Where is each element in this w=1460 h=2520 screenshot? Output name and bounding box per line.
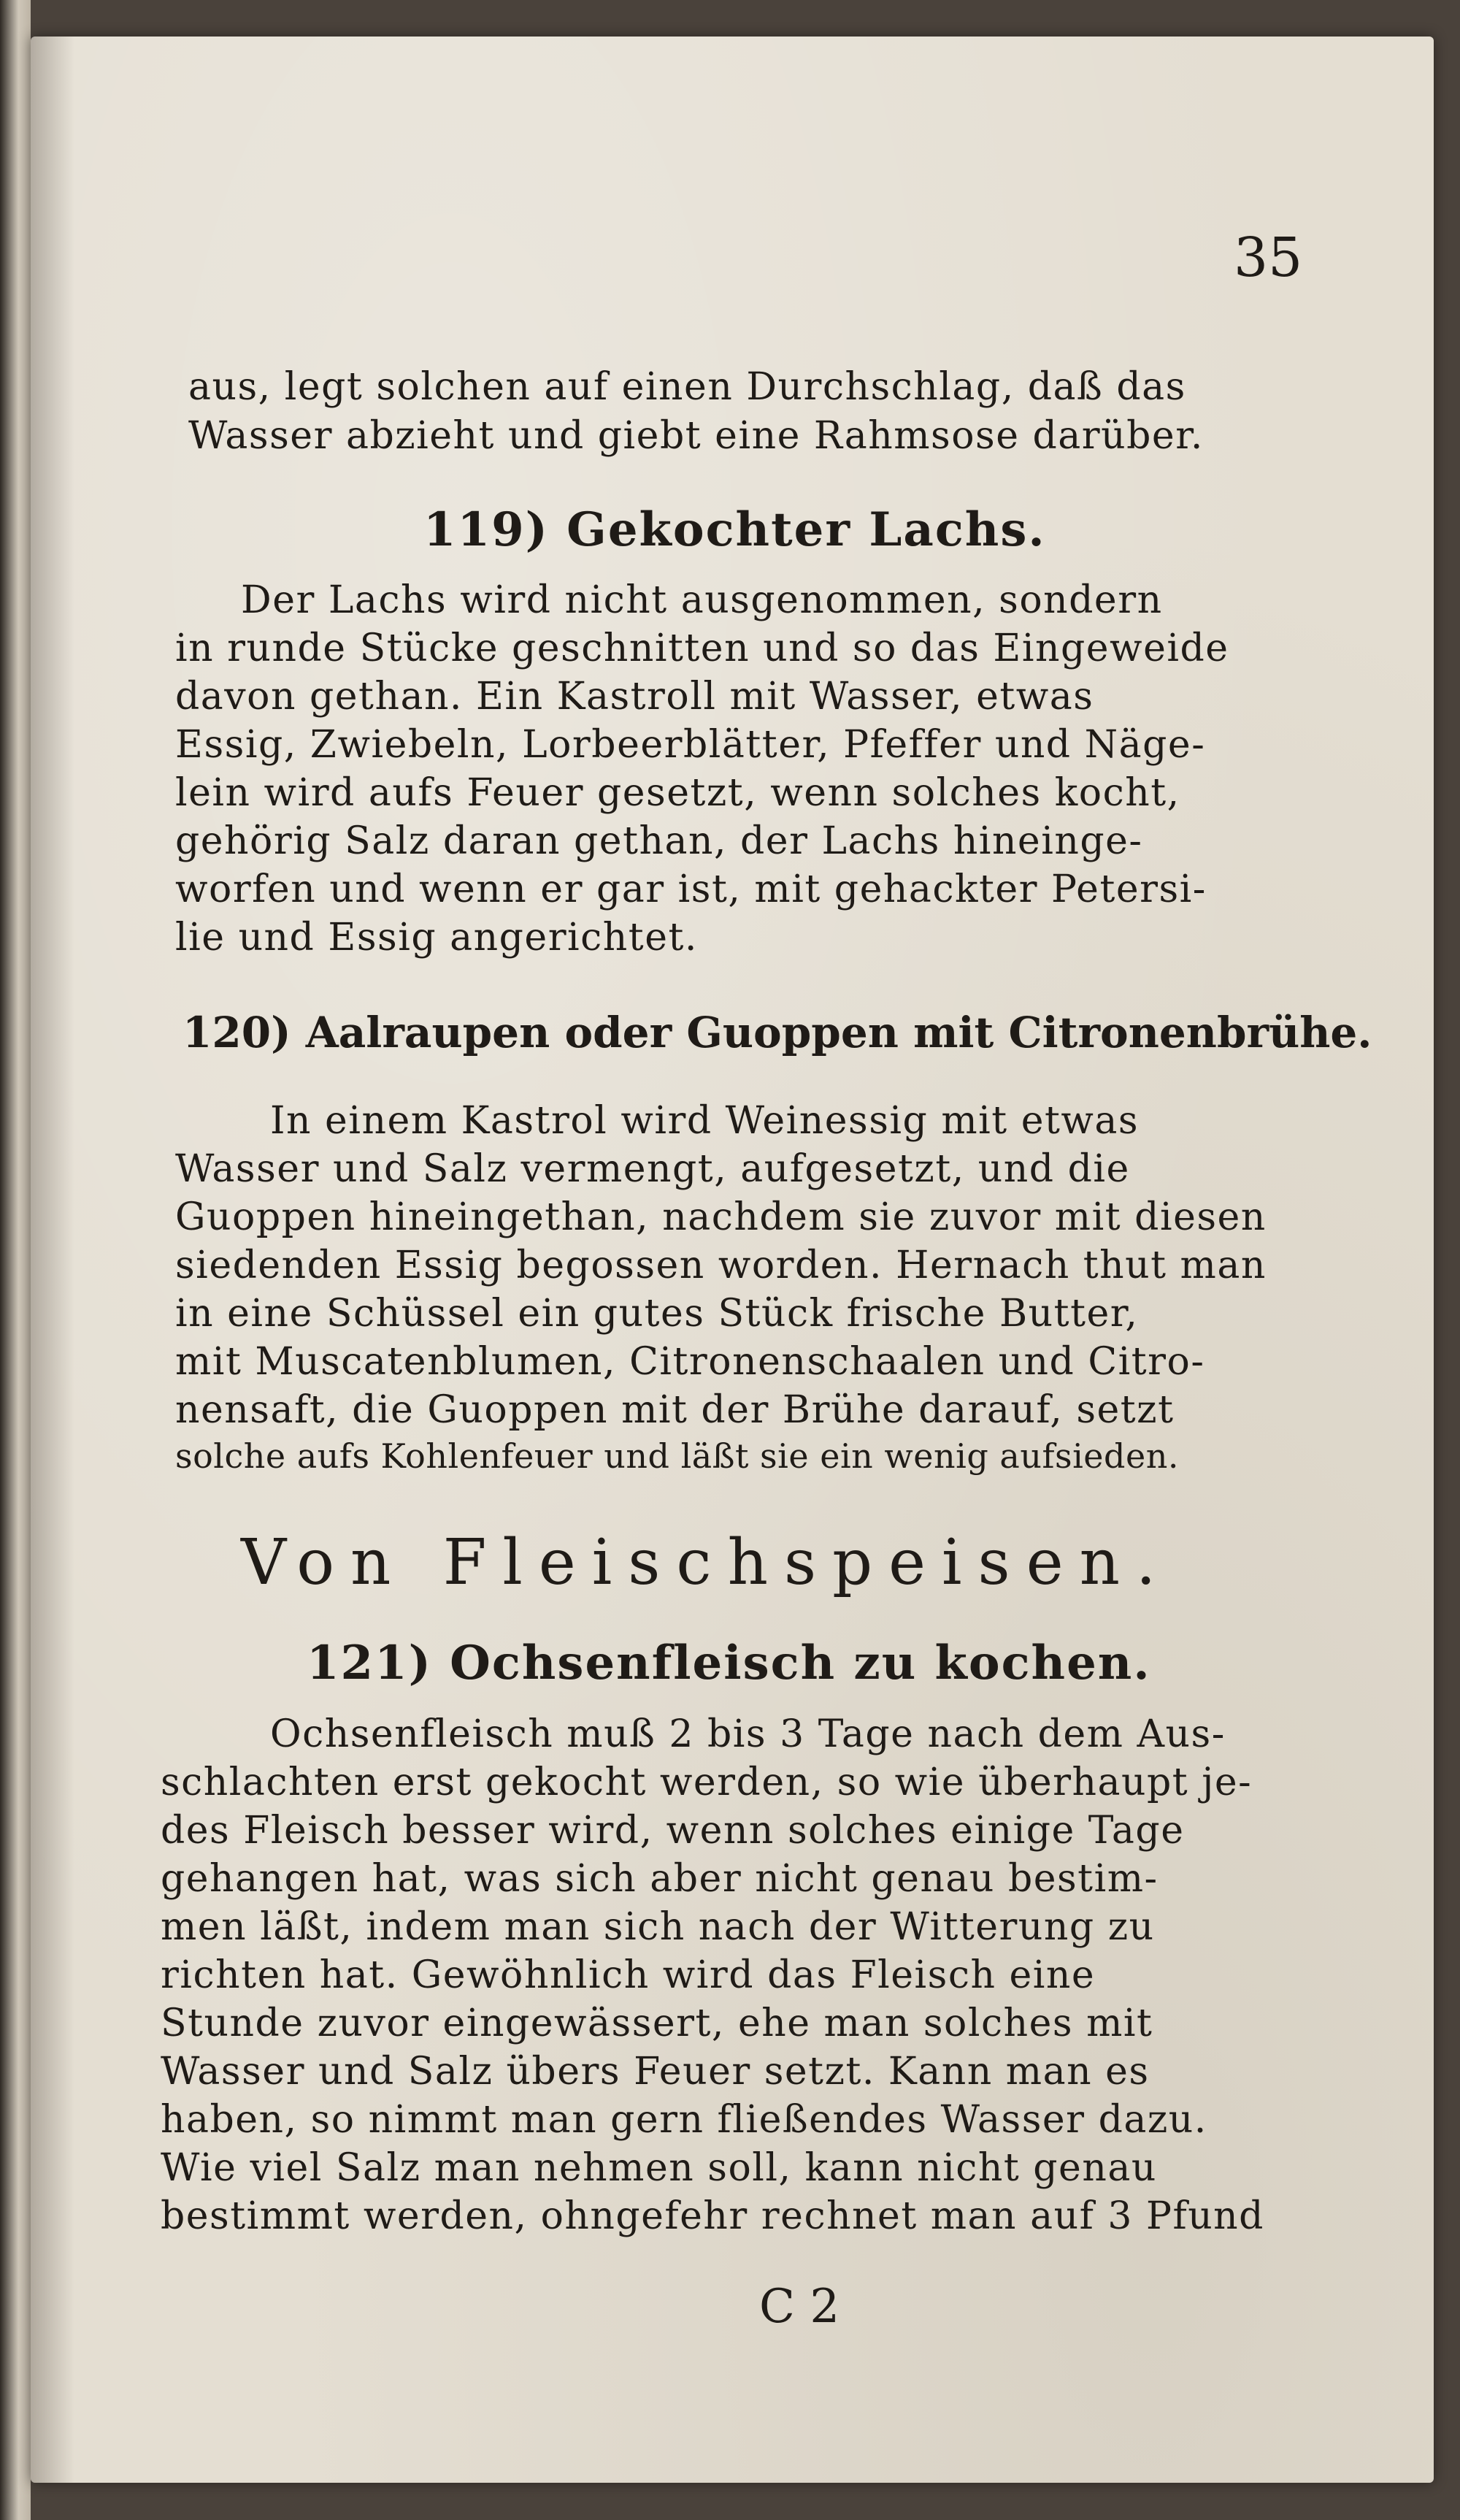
text-line: aus, legt solchen auf einen Durchschlag, daß das xyxy=(188,365,1186,409)
facing-page-edge xyxy=(0,0,31,2520)
section-title: Von Fleischspeisen. xyxy=(241,1526,1172,1599)
text-line: Wasser abzieht und giebt eine Rahmsose darüber. xyxy=(188,414,1204,458)
gutter-shadow xyxy=(31,37,74,2483)
text-line: men läßt, indem man sich nach der Witterung zu xyxy=(161,1905,1155,1949)
text-line: In einem Kastrol wird Weinessig mit etwas xyxy=(270,1099,1140,1143)
text-line: richten hat. Gewöhnlich wird das Fleisch eine xyxy=(161,1953,1096,1997)
text-line: Wasser und Salz vermengt, aufgesetzt, und die xyxy=(175,1147,1130,1191)
text-line: Der Lachs wird nicht ausgenommen, sondern xyxy=(241,578,1163,622)
text-line: Essig, Zwiebeln, Lorbeerblätter, Pfeffer und Näge- xyxy=(175,723,1206,767)
signature-mark: C 2 xyxy=(759,2280,840,2334)
text-line: davon gethan. Ein Kastroll mit Wasser, etwas xyxy=(175,675,1094,719)
text-line: in eine Schüssel ein gutes Stück frische Butter, xyxy=(175,1292,1139,1336)
text-line: nensaft, die Guoppen mit der Brühe darauf, setzt xyxy=(175,1388,1175,1432)
text-line: schlachten erst gekocht werden, so wie überhaupt je- xyxy=(161,1761,1253,1804)
text-line: bestimmt werden, ohngefehr rechnet man auf 3 Pfund xyxy=(161,2194,1264,2238)
recipe-heading-119: 119) Gekochter Lachs. xyxy=(423,502,1046,557)
text-line: gehörig Salz daran gethan, der Lachs hineinge- xyxy=(175,819,1143,863)
text-line: gehangen hat, was sich aber nicht genau bestim- xyxy=(161,1857,1159,1901)
text-line: lein wird aufs Feuer gesetzt, wenn solches kocht, xyxy=(175,771,1180,815)
recipe-heading-121: 121) Ochsenfleisch zu kochen. xyxy=(307,1636,1151,1690)
recipe-heading-120: 120) Aalraupen oder Guoppen mit Citronenbrühe. xyxy=(182,1008,1372,1057)
text-line: in runde Stücke geschnitten und so das Eingeweide xyxy=(175,627,1229,670)
text-line: Wie viel Salz man nehmen soll, kann nicht genau xyxy=(161,2146,1157,2190)
text-line: mit Muscatenblumen, Citronenschaalen und Citro- xyxy=(175,1340,1205,1384)
text-line: Ochsenfleisch muß 2 bis 3 Tage nach dem Aus- xyxy=(270,1712,1226,1756)
text-line: lie und Essig angerichtet. xyxy=(175,916,698,960)
text-line: des Fleisch besser wird, wenn solches einige Tage xyxy=(161,1809,1185,1853)
text-line: worfen und wenn er gar ist, mit gehackter Petersi- xyxy=(175,868,1207,911)
text-line: siedenden Essig begossen worden. Hernach thut man xyxy=(175,1244,1267,1287)
page-number: 35 xyxy=(1234,226,1303,289)
text-line: Wasser und Salz übers Feuer setzt. Kann man es xyxy=(161,2050,1150,2094)
text-line: Stunde zuvor eingewässert, ehe man solches mit xyxy=(161,2002,1153,2045)
text-line: haben, so nimmt man gern fließendes Wasser dazu. xyxy=(161,2098,1207,2142)
text-line: solche aufs Kohlenfeuer und läßt sie ein wenig aufsieden. xyxy=(175,1436,1179,1476)
text-line: Guoppen hineingethan, nachdem sie zuvor mit diesen xyxy=(175,1195,1267,1239)
